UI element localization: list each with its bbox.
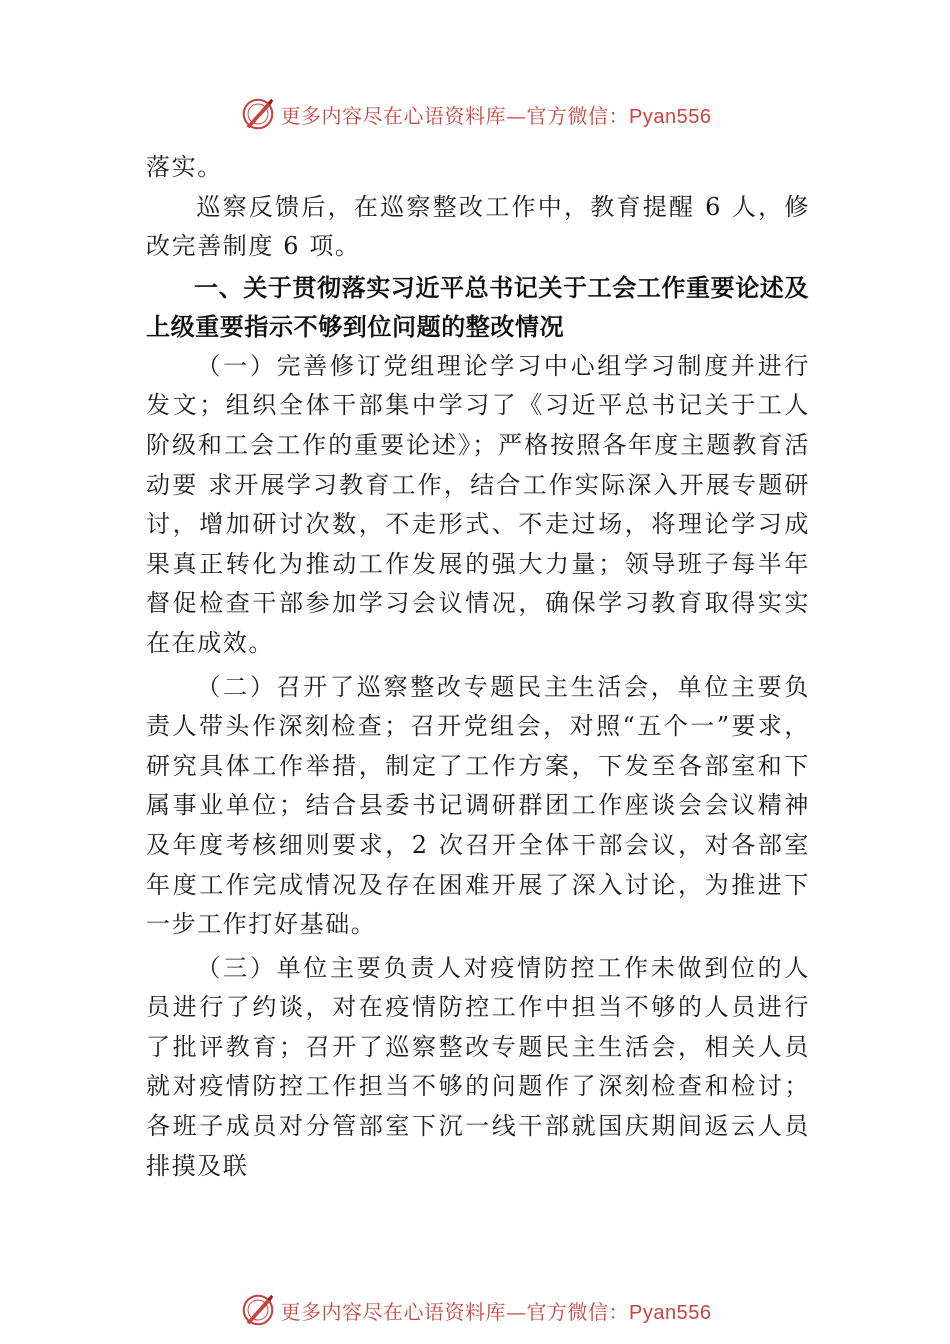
paragraph-summary: 巡察反馈后，在巡察整改工作中，教育提醒 6 人，修改完善制度 6 项。	[146, 192, 810, 261]
section-item-1: （一）完善修订党组理论学习中心组学习制度并进行发文；组织全体干部集中学习了《习近平总书记关于工人阶级和工会工作的重要论述》；严格按照各年度主题教育活动要 求开展学习教育工作，结合工作实际深入开展专题研讨，增加研讨次数，不走形式、不走过场，将理论学习成果真正转化为推动工作发展的强大力量；领导班子每半年督促检查干部参加学习会议情况，确保学习教育取得实实在在成效。	[146, 351, 810, 657]
document-body	[146, 148, 810, 1186]
watermark-library-name: 更多内容尽在心语资料库	[280, 1299, 507, 1324]
watermark-wechat-id: Pyan556	[629, 105, 712, 128]
section-item-2: （二）召开了巡察整改专题民主生活会，单位主要负责人带头作深刻检查；召开党组会，对照“五个一”要求，研究具体工作举措，制定了工作方案，下发至各部室和下属事业单位；结合县委书记调研群团工作座谈会会议精神及年度考核细则要求，2 次召开全体干部会议，对各部室年度工作完成情况及存在困难开展了深入讨论，为推进下一步工作打好基础。	[146, 672, 810, 939]
pen-seal-icon	[239, 95, 277, 133]
pen-seal-icon	[239, 1291, 277, 1329]
header-watermark	[0, 94, 950, 134]
watermark-wechat-id: Pyan556	[629, 1301, 712, 1324]
watermark-text	[281, 1296, 712, 1325]
section-item-3: （三）单位主要负责人对疫情防控工作未做到位的人员进行了约谈，对在疫情防控工作中担当不够的人员进行了批评教育；召开了巡察整改专题民主生活会，相关人员就对疫情防控工作担当不够的问题作了深刻检查和检讨；各班子成员对分管部室下沉一线干部就国庆期间返云人员排摸及联	[146, 953, 810, 1180]
watermark-library-name: 更多内容尽在心语资料库	[280, 103, 507, 128]
watermark-official-label: 官方微信：	[526, 1299, 630, 1324]
watermark-separator: —	[506, 1299, 527, 1324]
watermark-text	[281, 100, 712, 129]
section-heading: 一、关于贯彻落实习近平总书记关于工会工作重要论述及上级重要指示不够到位问题的整改情况	[146, 273, 809, 341]
watermark-separator: —	[506, 103, 527, 128]
footer-watermark	[0, 1290, 950, 1330]
paragraph-continued: 落实。	[146, 153, 223, 181]
watermark-official-label: 官方微信：	[526, 103, 630, 128]
